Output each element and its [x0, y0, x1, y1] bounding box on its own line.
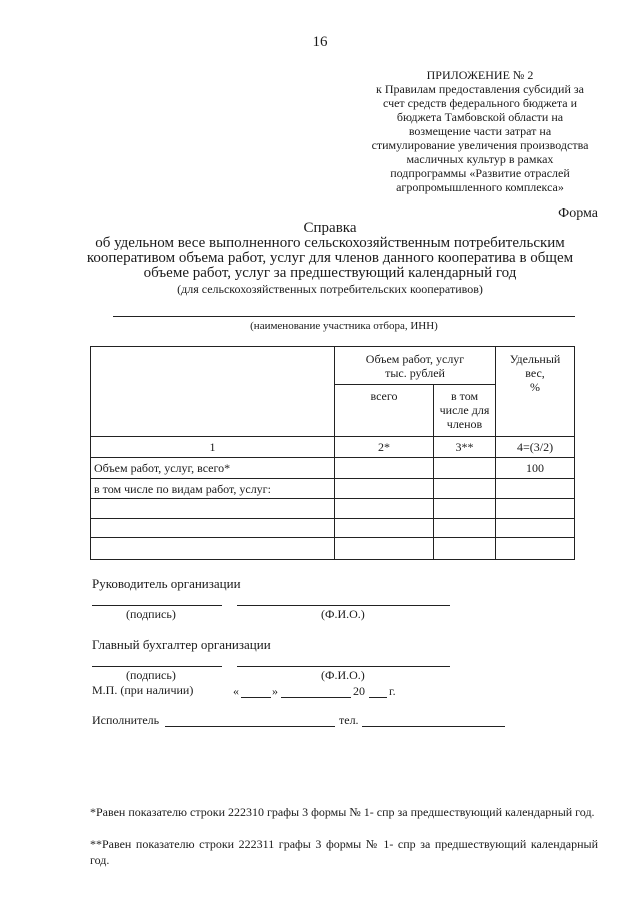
table-cell-input[interactable]	[496, 519, 575, 538]
title-line: об удельном весе выполненного сельскохозяйственным потребительским	[95, 235, 565, 251]
participant-name-field[interactable]	[113, 316, 575, 317]
head-fio-caption: (Ф.И.О.)	[321, 607, 365, 621]
head-signature-field[interactable]	[92, 605, 222, 606]
header-volume: Объем работ, услуг тыс. рублей	[335, 347, 496, 385]
appendix-line: подпрограммы «Развитие отраслей	[390, 166, 570, 180]
date-month-field[interactable]	[281, 697, 351, 698]
column-number: 2*	[335, 437, 434, 458]
subheader-members: в том числе для членов	[434, 385, 496, 437]
phone-label: тел.	[339, 713, 359, 727]
table-cell-input[interactable]	[335, 479, 434, 499]
appendix-line: счет средств федерального бюджета и	[382, 96, 577, 110]
appendix-line: масличных культур в рамках	[406, 152, 554, 166]
subheader-total: всего	[335, 385, 434, 437]
row-including-label: в том числе по видам работ, услуг:	[91, 479, 335, 499]
accountant-fio-caption: (Ф.И.О.)	[321, 668, 365, 682]
head-fio-field[interactable]	[237, 605, 450, 606]
participant-caption: (наименование участника отбора, ИНН)	[250, 320, 438, 332]
date-year-suffix: г.	[389, 684, 396, 698]
table-cell-input[interactable]	[496, 499, 575, 519]
title-subtitle: (для сельскохозяйственных потребительских кооперативов)	[177, 282, 483, 296]
executor-field[interactable]	[165, 726, 335, 727]
header-empty-cell	[91, 347, 335, 437]
page-number: 16	[312, 34, 328, 50]
date-close-quote: »	[272, 684, 278, 698]
title-main: Справка	[303, 220, 357, 236]
date-year-prefix: 20	[353, 684, 365, 698]
accountant-signature-caption: (подпись)	[126, 668, 176, 682]
row-total-share: 100	[496, 458, 575, 479]
executor-label: Исполнитель	[92, 713, 160, 727]
appendix-line: агропромышленного комплекса»	[396, 180, 564, 194]
appendix-block	[360, 68, 600, 194]
report-table	[90, 346, 575, 560]
title-line: кооперативом объема работ, услуг для членов данного кооператива в общем	[86, 250, 574, 266]
form-label: Форма	[558, 206, 598, 221]
date-open-quote: «	[233, 684, 239, 698]
footnote-1: *Равен показателю строки 222310 графы 3 формы № 1- спр за предшествующий календарный год.	[90, 805, 595, 819]
document-title	[60, 221, 600, 297]
appendix-heading: ПРИЛОЖЕНИЕ № 2	[426, 68, 534, 82]
table-cell-input[interactable]	[335, 519, 434, 538]
appendix-line: бюджета Тамбовской области на	[396, 110, 564, 124]
header-share: Удельный вес, %	[496, 347, 575, 437]
phone-field[interactable]	[362, 726, 505, 727]
table-cell-input[interactable]	[335, 538, 434, 560]
head-signature-caption: (подпись)	[126, 607, 176, 621]
column-number: 3**	[434, 437, 496, 458]
table-cell-input[interactable]	[434, 499, 496, 519]
table-cell-input[interactable]	[335, 499, 434, 519]
table-cell-input[interactable]	[434, 479, 496, 499]
table-cell-input[interactable]	[434, 458, 496, 479]
date-year-field[interactable]	[369, 697, 387, 698]
row-total-label: Объем работ, услуг, всего*	[91, 458, 335, 479]
appendix-line: возмещение части затрат на	[408, 124, 552, 138]
table-cell-input[interactable]	[91, 519, 335, 538]
date-day-field[interactable]	[241, 697, 271, 698]
table-cell-input[interactable]	[91, 499, 335, 519]
table-cell-input[interactable]	[496, 479, 575, 499]
footnote-2: **Равен показателю строки 222311 графы 3 формы № 1- спр за предшествующий календарный год.	[90, 837, 598, 867]
appendix-line: к Правилам предоставления субсидий за	[376, 82, 584, 96]
title-line: объеме работ, услуг за предшествующий календарный год	[143, 265, 517, 281]
table-cell-input[interactable]	[434, 519, 496, 538]
column-number: 1	[91, 437, 335, 458]
column-number: 4=(3/2)	[496, 437, 575, 458]
accountant-signature-field[interactable]	[92, 666, 222, 667]
table-cell-input[interactable]	[91, 538, 335, 560]
appendix-line: стимулирование увеличения производства	[371, 138, 589, 152]
table-cell-input[interactable]	[434, 538, 496, 560]
table-cell-input[interactable]	[496, 538, 575, 560]
stamp-label: М.П. (при наличии)	[92, 683, 194, 697]
head-label: Руководитель организации	[92, 576, 241, 591]
table-cell-input[interactable]	[335, 458, 434, 479]
accountant-label: Главный бухгалтер организации	[92, 637, 271, 652]
accountant-fio-field[interactable]	[237, 666, 450, 667]
